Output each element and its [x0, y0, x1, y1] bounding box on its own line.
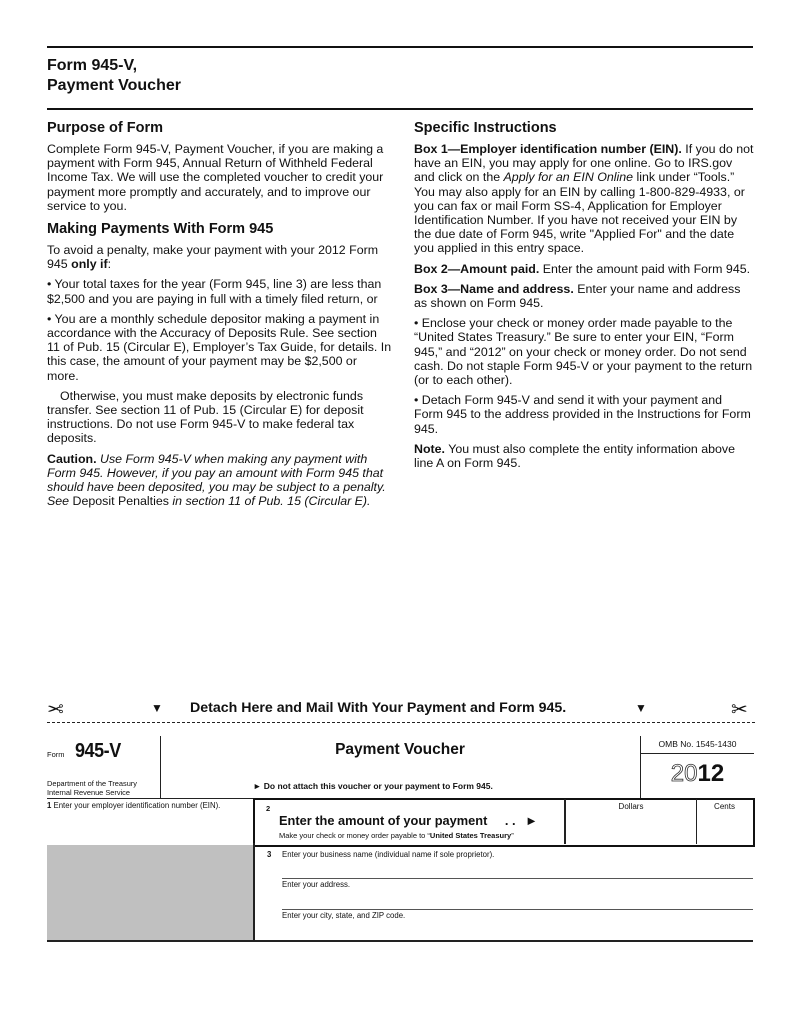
- cents-label: Cents: [714, 802, 735, 811]
- page-title: [47, 56, 181, 96]
- scissors-icon-right: ✂: [731, 699, 748, 721]
- omb-number: OMB No. 1545-1430: [658, 739, 737, 749]
- ein-input[interactable]: [47, 812, 251, 845]
- making-bullet-2: • You are a monthly schedule depositor making a payment in accordance with the Accuracy of Deposits Rule. See section 11 of Pub. 15 (Circular E), Employer’s Tax Guide, for details. In this case, the amount of your payment may be $2,500 or more.: [47, 311, 392, 383]
- tax-year-outline: 20: [670, 760, 698, 787]
- tax-year: [641, 760, 754, 788]
- city-state-zip-input[interactable]: [282, 922, 752, 938]
- detach-line: [47, 700, 755, 723]
- business-name-label: Enter your business name (individual name if sole proprietor).: [282, 850, 495, 859]
- box3-left-border: [253, 843, 255, 940]
- form-number: 945-V: [74, 740, 121, 762]
- left-column: [47, 120, 392, 514]
- title-line-2: Payment Voucher: [47, 77, 181, 94]
- arrow-right-icon: ►: [525, 813, 538, 828]
- omb-underline: [641, 753, 754, 754]
- box1-label: 1 Enter your employer identification number (EIN).: [47, 801, 221, 810]
- triangle-down-icon-right: ▼: [635, 701, 647, 715]
- caution-text: Caution. Use Form 945-V when making any payment with Form 945. However, if you pay an amount with Form 945 that should have been deposited, you may be subject to a penalty. See Deposit Penalties in section 11 of Pub. 15 (Circular E).: [47, 451, 386, 509]
- box3-number: 3: [267, 850, 272, 859]
- title-bottom-rule: [47, 108, 753, 110]
- cents-input[interactable]: [698, 812, 750, 843]
- scissors-icon-left: ✂: [47, 699, 64, 721]
- detach-bullet: • Detach Form 945-V and send it with your payment and Form 945 to the address provided in the Instructions for Form 945.: [414, 393, 751, 436]
- voucher-title: Payment Voucher: [335, 741, 465, 758]
- form-label: Form: [47, 750, 65, 759]
- triangle-down-icon-left: ▼: [151, 701, 163, 715]
- top-rule: [47, 46, 753, 48]
- specific-instructions-heading: Specific Instructions: [414, 120, 557, 136]
- box2-label: Enter the amount of your payment . . ►: [279, 813, 538, 828]
- dollars-label: Dollars: [618, 802, 644, 811]
- address-label: Enter your address.: [282, 880, 351, 889]
- right-column: [414, 120, 754, 476]
- department-label: Department of the Treasury Internal Revenue Service: [47, 779, 137, 797]
- detach-instructions: Detach Here and Mail With Your Payment and Form 945.: [190, 700, 567, 716]
- box2-number: 2: [266, 804, 271, 813]
- otherwise-text: Otherwise, you must make deposits by electronic funds transfer. See section 11 of Pub. 15 (Circular E) for deposit instructions. Do not use Form 945-V to make federal tax deposits.: [47, 388, 364, 446]
- making-bullet-1: • Your total taxes for the year (Form 945, line 3) are less than $2,500 and you are paying in full with a timely filed return, or: [47, 277, 382, 306]
- enclose-bullet: • Enclose your check or money order made payable to the “United States Treasury.” Be sure to enter your EIN, “Form 945,” and “2012” on your check or money order. Do not send cash. Do not staple Form 945-V or your payment to the return (or to each other).: [414, 316, 753, 388]
- box1-top-rule: [47, 798, 253, 799]
- voucher-bottom-rule: [47, 940, 753, 942]
- city-state-zip-label: Enter your city, state, and ZIP code.: [282, 911, 406, 920]
- address-input[interactable]: [282, 891, 752, 907]
- making-intro: To avoid a penalty, make your payment with your 2012 Form 945 only if:: [47, 243, 379, 272]
- dollars-input[interactable]: [566, 812, 696, 843]
- purpose-text: Complete Form 945-V, Payment Voucher, if you are making a payment with Form 945, Annual Return of Withheld Federal Income Tax. We will use the completed voucher to credit your payment more promptly and accurately, and to improve our service to you.: [47, 142, 384, 213]
- form-number-block: [47, 740, 126, 763]
- shaded-area: [47, 845, 253, 940]
- making-payments-heading: Making Payments With Form 945: [47, 221, 274, 238]
- box3-instructions: Box 3—Name and address. Enter your name and address as shown on Form 945.: [414, 281, 741, 311]
- tax-year-bold: 12: [697, 760, 725, 787]
- business-name-underline: [282, 878, 753, 879]
- address-underline: [282, 909, 753, 910]
- purpose-heading: Purpose of Form: [47, 120, 164, 136]
- do-not-attach-notice: ► Do not attach this voucher or your payment to Form 945.: [253, 781, 493, 791]
- note-text: Note. You must also complete the entity information above line A on Form 945.: [414, 441, 735, 471]
- title-line-1: Form 945-V,: [47, 57, 138, 74]
- box2-instructions: Box 2—Amount paid. Enter the amount paid with Form 945.: [414, 261, 751, 276]
- leader-dots: . .: [504, 813, 516, 828]
- business-name-input[interactable]: [282, 861, 752, 877]
- box1-instructions: Box 1—Employer identification number (EIN). If you do not have an EIN, you may apply for one online. Go to IRS.gov and click on the Apply for an EIN Online link under “Tools.” You may also apply for an EIN by calling 1-800-829-4933, or you can fax or mail Form SS-4, Application for Employer Identification Number. If you have not received your EIN by the due date of Form 945, write "Applied For" and the date you applied in this entry space.: [414, 142, 754, 256]
- box2-payable-note: Make your check or money order payable to “United States Treasury”: [279, 831, 514, 840]
